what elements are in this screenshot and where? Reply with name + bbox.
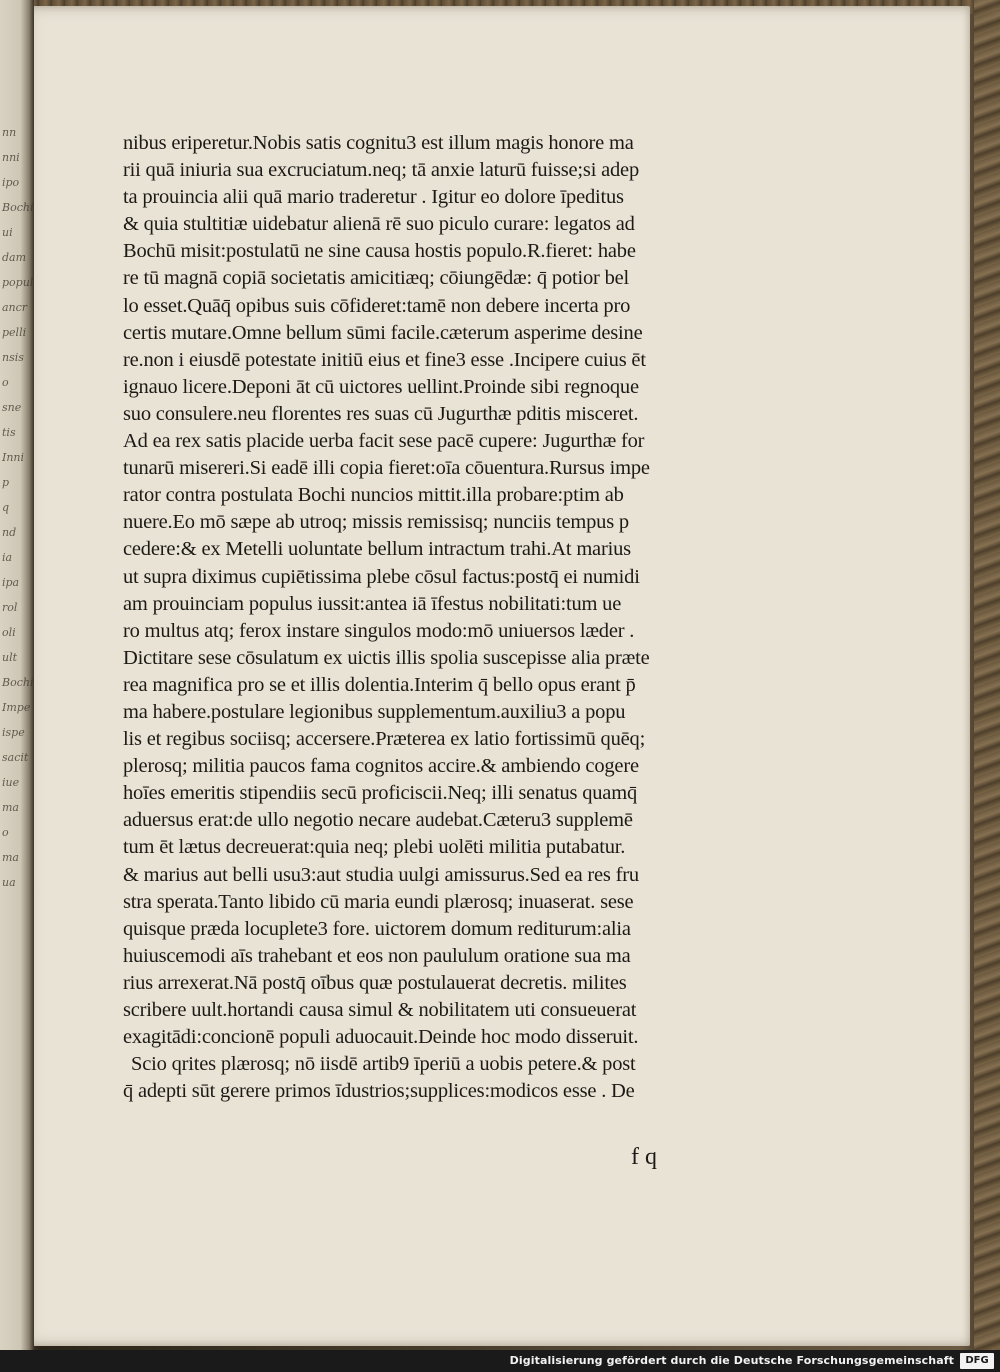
previous-leaf-edge (0, 0, 34, 1372)
leaf-fragment: p (2, 476, 10, 489)
text-line: ma habere.postulare legionibus supplementum.auxiliu3 a popu (123, 700, 626, 723)
leaf-fragment: oli (2, 626, 16, 639)
text-line: aduersus erat:de ullo negotio necare audebat.Cæteru3 supplemē (123, 809, 633, 832)
leaf-fragment: o (2, 376, 9, 389)
leaf-fragment: ipo (2, 176, 20, 189)
leaf-fragment: ma (2, 801, 19, 814)
leaf-fragment: nsis (2, 351, 24, 364)
text-line: hoīes emeritis stipendiis secū proficiscii.Neq; illi senatus quamq̄ (123, 782, 638, 805)
leaf-fragment: q (2, 501, 10, 514)
leaf-fragment: ua (2, 876, 16, 889)
leaf-fragment: popul (2, 276, 34, 289)
leaf-fragment: pelli (2, 326, 27, 339)
text-line: ignauo licere.Deponi āt cū uictores uellint.Proinde sibi regnoque (123, 375, 639, 398)
leaf-fragment: Impe (2, 701, 31, 714)
text-line: nuere.Eo mō sæpe ab utroq; missis remissisq; nunciis tempus p (123, 511, 629, 534)
text-line: quisque præda locuplete3 fore. uictorem domum rediturum:alia (123, 917, 631, 940)
text-line: ta prouincia alii quā mario traderetur . Igitur eo dolore īpeditus (123, 186, 624, 209)
leaf-fragment: tis (2, 426, 16, 439)
text-line: exagitādi:concionē populi aduocauit.Deinde hoc modo disseruit. (123, 1026, 639, 1049)
dfg-logo-icon: DFG (960, 1353, 994, 1369)
text-line: lo esset.Quāq̄ opibus suis cōfideret:tamē non debere incerta pro (123, 294, 631, 317)
page-text-block (123, 130, 721, 1105)
leaf-fragment: ma (2, 851, 19, 864)
text-line: tum ēt lætus decreuerat:quia neq; plebi uolēti militia putabatur. (123, 836, 626, 859)
text-line: Bochū misit:postulatū ne sine causa hostis populo.R.fieret: habe (123, 240, 636, 263)
leaf-fragment: ult (2, 651, 18, 664)
text-line: scribere uult.hortandi causa simul & nobilitatem uti consueuerat (123, 999, 637, 1021)
leaf-fragment: Bochi (2, 201, 34, 214)
leaf-fragment: o (2, 826, 9, 839)
text-line: rii quā iniuria sua excruciatum.neq; tā anxie laturū fuisse;si adep (123, 159, 640, 182)
text-line: certis mutare.Omne bellum sūmi facile.cæterum asperime desine (123, 321, 643, 344)
leaf-fragment: nni (2, 151, 20, 164)
leaf-fragment: iue (2, 776, 20, 789)
leaf-fragment: Inni (2, 451, 25, 464)
text-line: Dictitare sese cōsulatum ex uictis illis spolia suscepisse alia præte (123, 646, 650, 669)
text-line: Scio qrites plærosq; nō iisdē artib9 īperiū a uobis petere.& post (131, 1053, 636, 1076)
leaf-fragment: ia (2, 551, 13, 564)
book-page (20, 6, 970, 1346)
leaf-fragment: rol (2, 601, 18, 614)
text-line: rius arrexerat.Nā postq̄ oībus quæ postulauerat decretis. milites (123, 971, 627, 994)
text-line: q̄ adepti sūt gerere primos īdustrios;supplices:modicos esse . De (123, 1080, 635, 1103)
text-line: am prouinciam populus iussit:antea iā īfestus nobilitati:tum ue (123, 592, 622, 615)
text-line: cedere:& ex Metelli uoluntate bellum intractum trahi.At marius (123, 538, 631, 561)
text-line: nibus eriperetur.Nobis satis cognitu3 est illum magis honore ma (123, 132, 634, 154)
text-line: suo consulere.neu florentes res suas cū Jugurthæ pditis misceret. (123, 402, 639, 425)
previous-leaf-text (2, 120, 32, 895)
signature-mark: f q (631, 1144, 657, 1170)
leaf-fragment: Bochi (2, 676, 34, 689)
book-right-edge (974, 0, 1000, 1350)
text-line: huiuscemodi aīs trahebant et eos non paululum oratione sua ma (123, 944, 631, 967)
text-line: re.non i eiusdē potestate initiū eius et fine3 esse .Incipere cuius ēt (123, 348, 646, 371)
text-line: rator contra postulata Bochi nuncios mittit.illa probare:ptim ab (123, 484, 624, 507)
leaf-fragment: ui (2, 226, 13, 239)
leaf-fragment: sne (2, 401, 22, 414)
leaf-fragment: ipa (2, 576, 20, 589)
leaf-fragment: nd (2, 526, 17, 539)
text-line: stra sperata.Tanto libido cū maria eundi plærosq; inuaserat. sese (123, 890, 634, 913)
text-line: tunarū misereri.Si eadē illi copia fieret:oīa cōuentura.Rursus impe (123, 457, 650, 480)
text-line: lis et regibus sociisq; accersere.Præterea ex latio fortissimū quēq; (123, 728, 646, 751)
leaf-fragment: nn (2, 126, 17, 139)
funding-credit: Digitalisierung gefördert durch die Deutsche Forschungsgemeinschaft (509, 1354, 954, 1367)
text-line: Ad ea rex satis placide uerba facit sese pacē cupere: Jugurthæ for (123, 430, 645, 453)
leaf-fragment: ancr (2, 301, 28, 314)
text-line: & quia stultitiæ uidebatur alienā rē suo piculo curare: legatos ad (123, 213, 635, 236)
leaf-fragment: sacit (2, 751, 29, 764)
leaf-fragment: ispe (2, 726, 25, 739)
text-line: rea magnifica pro se et illis dolentia.Interim q̄ bello opus erant p̄ (123, 673, 636, 696)
text-line: ut supra diximus cupiētissima plebe cōsul factus:postq̄ ei numidi (123, 565, 640, 588)
leaf-fragment: dam (2, 251, 27, 264)
text-line: re tū magnā copiā societatis amicitiæq; cōiungēdæ: q̄ potior bel (123, 267, 630, 290)
text-line: plerosq; militia paucos fama cognitos accire.& ambiendo cogere (123, 755, 639, 778)
footer-bar (0, 1350, 1000, 1372)
text-line: & marius aut belli usu3:aut studia uulgi amissurus.Sed ea res fru (123, 863, 639, 886)
text-line: ro multus atq; ferox instare singulos modo:mō uniuersos læder . (123, 619, 635, 642)
